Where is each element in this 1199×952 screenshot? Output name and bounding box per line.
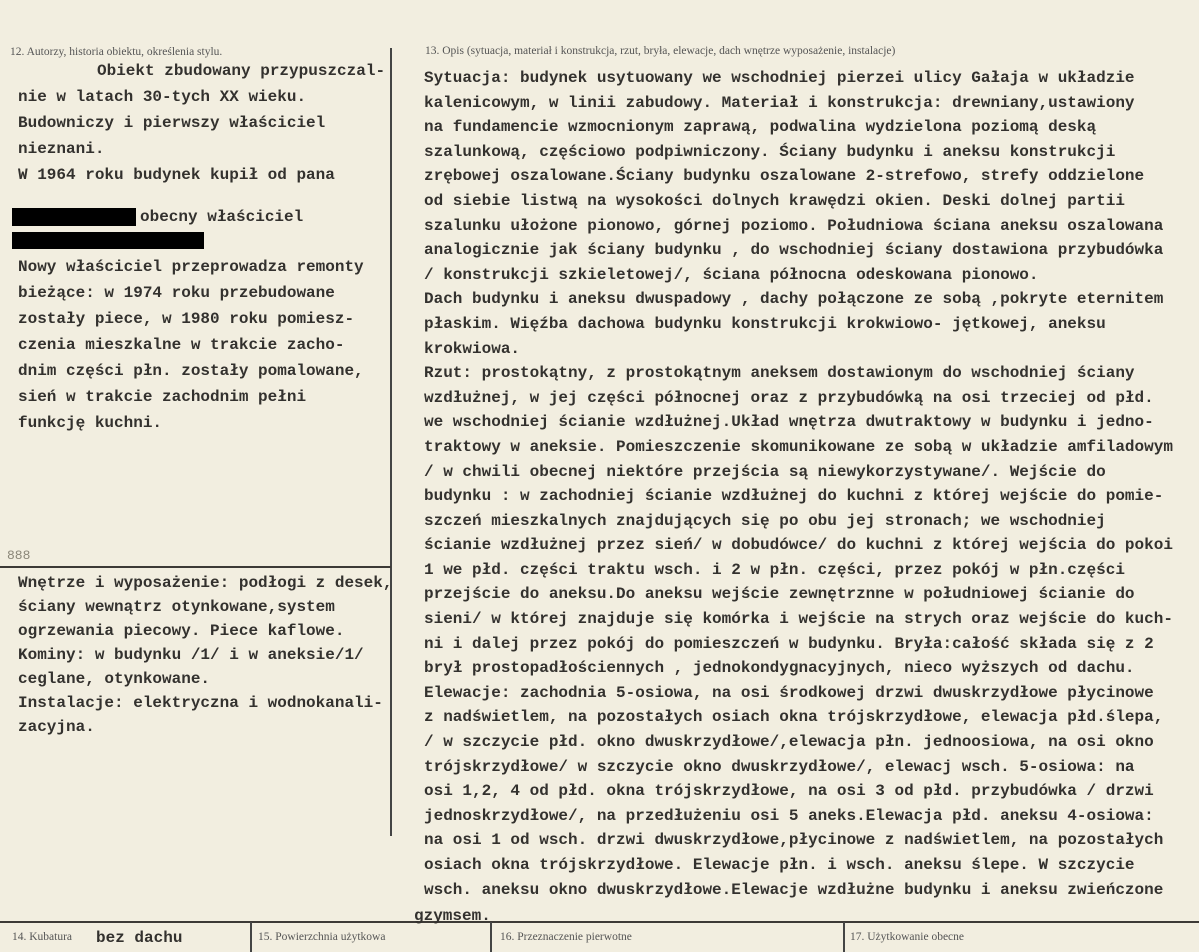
- text-line: analogicznie jak ściany budynku , do wschodniej ściany dostawiona przybudówka: [424, 241, 1164, 260]
- text-line: ogrzewania piecowy. Piece kaflowe.: [18, 622, 345, 640]
- text-line: Wnętrze i wyposażenie: podłogi z desek,: [18, 574, 393, 592]
- text-line: Budowniczy i pierwszy właściciel: [18, 114, 326, 132]
- text-line: ceglane, otynkowane.: [18, 670, 211, 688]
- text-line: brył prostopadłościennych , jednokondygnacyjnych, nieco wyższych od dachu.: [424, 659, 1135, 678]
- section-12-first-line: [97, 60, 385, 82]
- text-line: jednoskrzydłowe/, na przedłużeniu osi 5 aneks.Elewacja płd. aneksu 4-osiowa:: [424, 806, 1154, 825]
- text-line: traktowy w aneksie. Pomieszczenie skomunikowane ze sobą w układzie amfiladowym: [424, 437, 1173, 456]
- text-line: czenia mieszkalne w trakcie zacho-: [18, 336, 345, 354]
- text-line: / w chwili obecnej niektóre przejścia są niewykorzystywane/. Wejście do: [424, 462, 1106, 481]
- text-line: bez dachu: [96, 929, 183, 947]
- text-line: bieżące: w 1974 roku przebudowane: [18, 284, 335, 302]
- text-line: obecny właściciel: [140, 208, 304, 226]
- text-line: zostały piece, w 1980 roku pomiesz-: [18, 310, 355, 328]
- powierzchnia-label: 15. Powierzchnia użytkowa: [258, 931, 386, 943]
- text-line: we wschodniej ścianie wzdłużnej.Układ wnętrza dwutraktowy w budynku i jedno-: [424, 413, 1154, 432]
- text-line: nie w latach 30-tych XX wieku.: [18, 88, 307, 106]
- text-line: Sytuacja: budynek usytuowany we wschodniej pierzei ulicy Gałaja w układzie: [424, 69, 1135, 87]
- text-line: wzdłużnej, w jej części północnej oraz z przybudówką na osi trzeciej od płd.: [424, 388, 1154, 407]
- section-13-header: 13. Opis (sytuacja, materiał i konstrukcja, rzut, bryła, elewacje, dach wnętrze wyposażenie, instalacje): [425, 45, 896, 57]
- text-line: W 1964 roku budynek kupił od pana: [18, 166, 335, 184]
- text-line: przejście do aneksu.Do aneksu wejście zewnętrznne w południowej ścianie do: [424, 585, 1135, 604]
- text-line: Dach budynku i aneksu dwuspadowy , dachy połączone ze sobą ,pokryte eternitem: [424, 290, 1164, 309]
- text-line: ni i dalej przez pokój do pomieszczeń w budynku. Bryła:całość składa się z 2: [424, 634, 1154, 653]
- text-line: Rzut: prostokątny, z prostokątnym aneksem dostawionym do wschodniej ściany: [424, 364, 1135, 383]
- section-13-continuation: [414, 905, 491, 927]
- interior-divider: [0, 566, 391, 568]
- text-line: ścianie wzdłużnej przez sień/ w dobudówce/ do kuchni z której wejścia do pokoi: [424, 536, 1173, 555]
- text-line: z nadświetlem, na pozostałych osiach okna trójskrzydłowe, elewacja płd.ślepa,: [424, 708, 1164, 727]
- text-line: szczeń mieszkalnych znajdujących się po obu jej stronach; we wschodniej: [424, 511, 1106, 530]
- text-line: osiach okna trójskrzydłowe. Elewacje płn. i wsch. aneksu ślepe. W szczycie: [424, 856, 1135, 874]
- text-line: szalunku ułożone pionowo, górnej poziomo. Południowa ściana aneksu oszalowana: [424, 216, 1164, 235]
- przeznaczenie-label: 16. Przeznaczenie pierwotne: [500, 931, 632, 943]
- kubatura-value: [96, 927, 182, 949]
- text-line: wsch. aneksu okno dwuskrzydłowe.Elewacje wzdłużne budynku i aneksu zwieńczone: [424, 880, 1164, 899]
- text-line: osi 1,2, 4 od płd. okna trójskrzydłowe, na osi 3 od płd. przybudówka / drzwi: [424, 782, 1154, 801]
- text-line: Nowy właściciel przeprowadza remonty: [18, 258, 364, 276]
- text-line: 1 we płd. części traktu wsch. i 2 w płn. części, przez pokój w płn.części: [424, 560, 1125, 579]
- section-13-text: [424, 66, 1199, 902]
- text-line: Obiekt zbudowany przypuszczal-: [97, 62, 386, 80]
- text-line: sień w trakcie zachodnim pełni: [18, 388, 307, 406]
- interior-text: [18, 571, 392, 739]
- uzytkowanie-label: 17. Użytkowanie obecne: [850, 931, 965, 943]
- text-line: ściany wewnątrz otynkowane,system: [18, 598, 335, 616]
- section-12-header: 12. Autorzy, historia obiektu, określenia stylu.: [10, 46, 223, 58]
- text-line: nieznani.: [18, 140, 105, 158]
- text-line: Elewacje: zachodnia 5-osiowa, na osi środkowej drzwi dwuskrzydłowe płycinowe: [424, 683, 1154, 702]
- text-line: budynku : w zachodniej ścianie wzdłużnej do kuchni z której wejście do pomie-: [424, 487, 1164, 506]
- text-line: sieni/ w której znajduje się komórka i wejście na strych oraz wejście do kuch-: [424, 610, 1173, 629]
- section-12-text-a: [18, 84, 335, 188]
- text-line: kalenicowym, w linii zabudowy. Materiał i konstrukcja: drewniany,ustawiony: [424, 93, 1135, 112]
- text-line: zacyjna.: [18, 718, 95, 736]
- interior-mark: 888: [7, 548, 31, 563]
- section-12-text-b: [18, 254, 364, 436]
- text-line: Kominy: w budynku /1/ i w aneksie/1/: [18, 646, 364, 664]
- text-line: dnim części płn. zostały pomalowane,: [18, 362, 364, 380]
- text-line: na fundamencie wzmocnionym zaprawą, podwalina wydzielona poziomą deską: [424, 118, 1097, 137]
- text-line: szalunkową, częściowo podpiwniczony. Ściany budynku i aneksu konstrukcji: [424, 142, 1116, 161]
- text-line: na osi 1 od wsch. drzwi dwuskrzydłowe,płycinowe z nadświetlem, na pozostałych: [424, 831, 1164, 850]
- text-line: od siebie listwą na wysokości dolnych krawędzi okien. Deski dolnej partii: [424, 191, 1125, 210]
- redaction-bar: [12, 232, 204, 249]
- footer-divider-15: [250, 922, 252, 952]
- kubatura-label: 14. Kubatura: [12, 931, 73, 943]
- text-line: gzymsem.: [414, 907, 491, 925]
- owner-line: [140, 206, 303, 228]
- text-line: / konstrukcji szkieletowej/, ściana północna odeskowana pionowo.: [424, 265, 1039, 284]
- text-line: funkcję kuchni.: [18, 414, 163, 432]
- redaction-bar: [12, 208, 136, 226]
- text-line: trójskrzydłowe/ w szczycie okno dwuskrzydłowe/, elewacj wsch. 5-osiowa: na: [424, 757, 1135, 776]
- footer-divider: [0, 921, 1199, 923]
- text-line: płaskim. Więźba dachowa budynku konstrukcji krokwiowo- jętkowej, aneksu: [424, 314, 1106, 333]
- text-line: Instalacje: elektryczna i wodnokanali-: [18, 694, 383, 712]
- text-line: / w szczycie płd. okno dwuskrzydłowe/,elewacja płn. jednoosiowa, na osi okno: [424, 733, 1154, 752]
- text-line: zrębowej oszalowane.Ściany budynku oszalowane 2-strefowo, strefy oddzielone: [424, 167, 1145, 186]
- text-line: krokwiowa.: [424, 339, 521, 358]
- footer-divider-17: [843, 922, 845, 952]
